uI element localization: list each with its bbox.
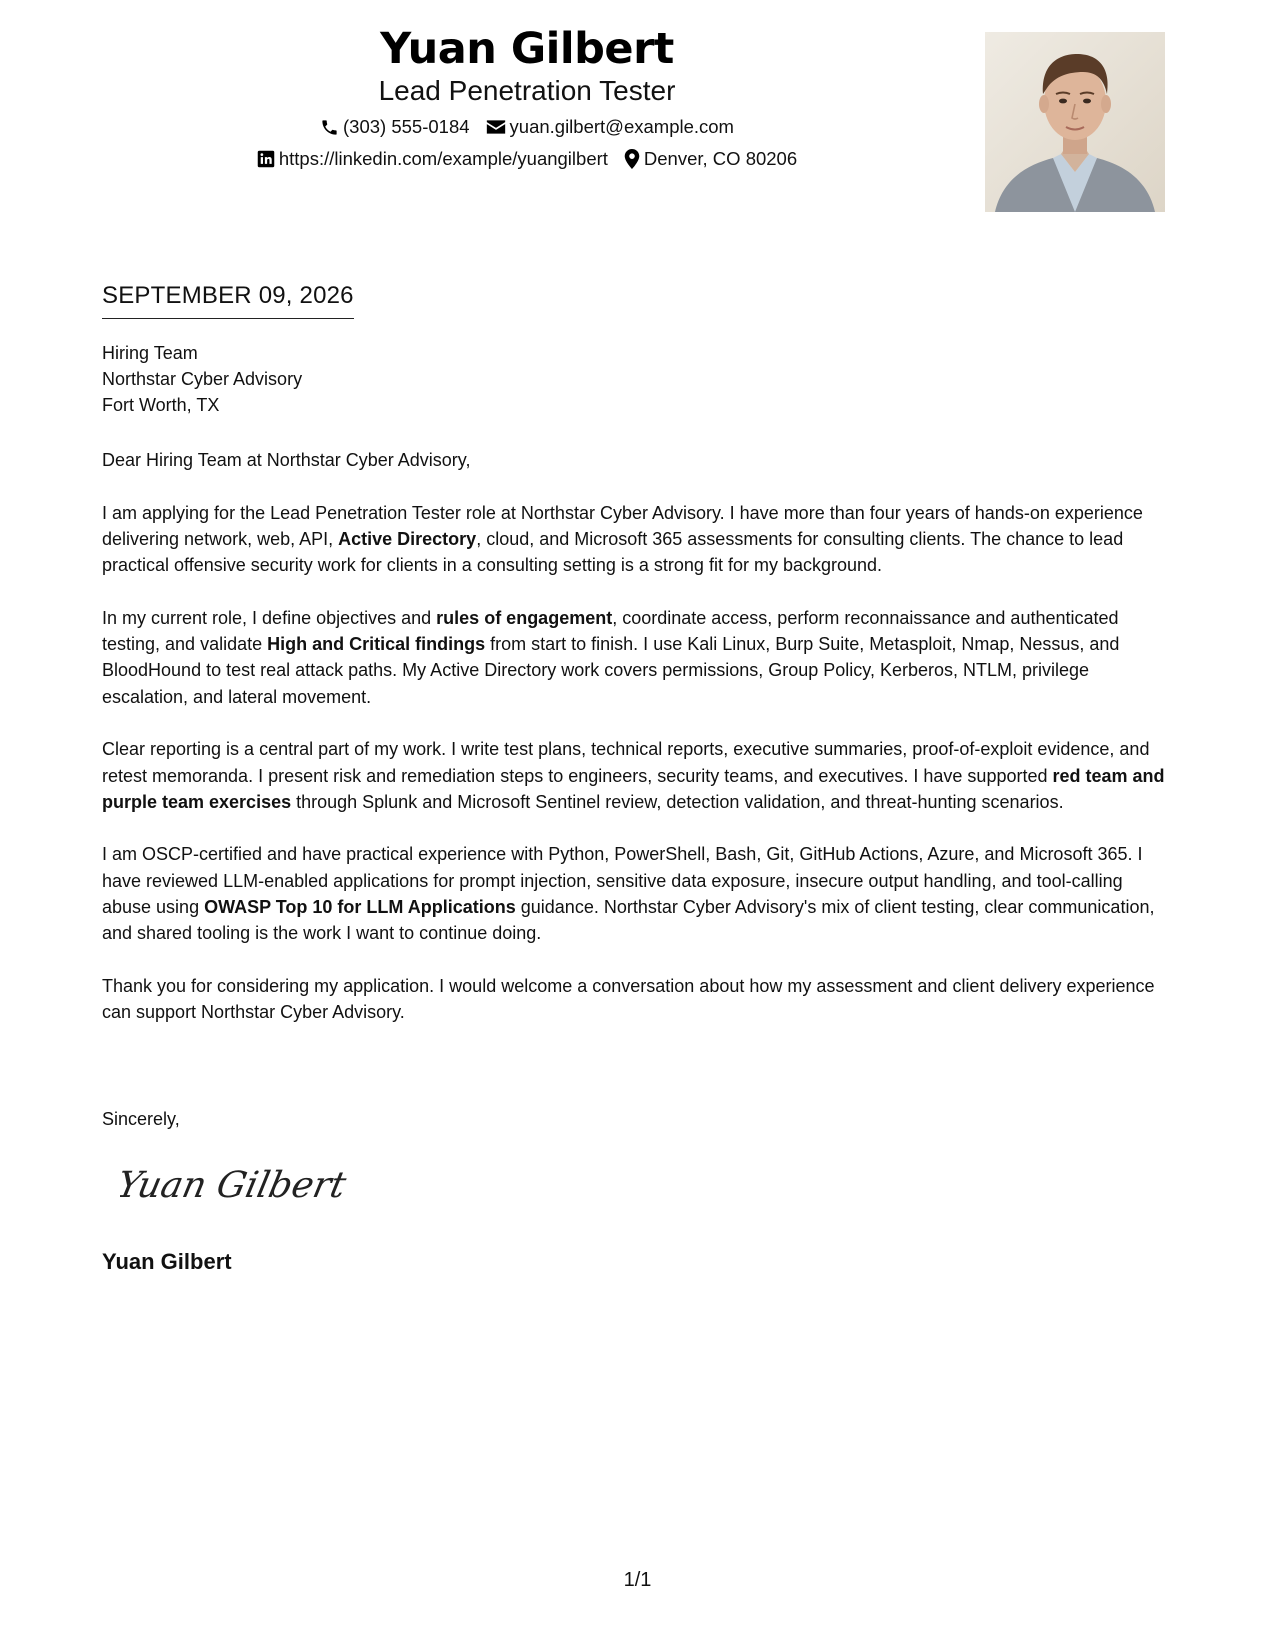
page-number: 1/1	[623, 1569, 652, 1591]
handwritten-signature	[120, 1155, 350, 1215]
body-paragraph	[102, 973, 1172, 1026]
paragraph-text: In my current role, I define objectives and	[102, 607, 437, 628]
contact-row-2	[102, 147, 952, 171]
emphasized-text: rules of engagement	[436, 607, 613, 628]
body-paragraphs	[102, 500, 1172, 1026]
recipient-block	[102, 340, 302, 418]
svg-text:Yuan Gilbert: Yuan Gilbert	[120, 1163, 350, 1206]
paragraph-text: , cloud, and Microsoft 365 assessments for consulting clients. The chance to lead practical offensive security work for clients in a consulting setting is a strong fit for my background.	[102, 528, 1124, 576]
paragraph-text: I am applying for the Lead Penetration Tester role at Northstar Cyber Advisory. I have more than four years of hands-on experience delivering network, web, API,	[102, 502, 1143, 549]
paragraph-text: guidance. Northstar Cyber Advisory's mix of client testing, clear communication, and shared tooling is the work I want to continue doing.	[102, 897, 1155, 944]
contact-phone[interactable]	[320, 115, 470, 139]
paragraph-text: I am OSCP-certified and have practical experience with Python, PowerShell, Bash, Git, GitHub Actions, Azure, and Microsoft 365. I have reviewed LLM-enabled applications for prompt injection, sensitive data exposure, insecure output handling, and tool-calling abuse using	[102, 844, 1143, 918]
emphasized-text: red team and purple team exercises	[102, 765, 1165, 812]
applicant-name: Yuan Gilbert	[380, 24, 674, 74]
letter-date: SEPTEMBER 09, 2026	[102, 280, 354, 319]
body-paragraph	[102, 841, 1172, 946]
paragraph-text: Clear reporting is a central part of my work. I write test plans, technical reports, executive summaries, proof-of-exploit evidence, and retest memoranda. I present risk and remediation steps to engineers, security teams, and executives. I have supported	[102, 739, 1150, 786]
contact-location	[624, 147, 797, 171]
contact-linkedin[interactable]	[257, 147, 608, 171]
envelope-icon	[486, 119, 506, 135]
paragraph-text: from start to finish. I use Kali Linux, Burp Suite, Metasploit, Nmap, Nessus, and BloodHound to test real attack paths. My Active Directory work covers permissions, Group Policy, Kerberos, NTLM, privilege escalation, and lateral movement.	[102, 634, 1120, 707]
location-text: Denver, CO 80206	[643, 148, 798, 169]
emphasized-text: Active Directory	[338, 528, 477, 549]
body-paragraph	[102, 736, 1172, 815]
letter-body	[102, 447, 1172, 1052]
closing: Sincerely,	[102, 1109, 180, 1129]
phone-icon	[320, 118, 339, 137]
contact-row-1	[102, 115, 952, 139]
salutation: Dear Hiring Team at Northstar Cyber Advisory,	[102, 450, 471, 470]
emphasized-text: High and Critical findings	[267, 634, 486, 655]
emphasized-text: OWASP Top 10 for LLM Applications	[204, 897, 516, 918]
body-paragraph	[102, 605, 1172, 710]
letter-header	[102, 22, 1172, 222]
profile-photo	[985, 32, 1165, 212]
paragraph-text: Thank you for considering my application. I would welcome a conversation about how my assessment and client delivery experience can support Northstar Cyber Advisory.	[102, 975, 1155, 1023]
phone-number: (303) 555-0184	[343, 116, 470, 137]
recipient-line-2: Northstar Cyber Advisory	[102, 369, 303, 389]
recipient-line-1: Hiring Team	[102, 343, 198, 363]
map-pin-icon	[624, 149, 640, 169]
linkedin-icon	[257, 150, 275, 168]
email-address: yuan.gilbert@example.com	[509, 116, 734, 137]
header-text-block	[102, 22, 952, 171]
applicant-role: Lead Penetration Tester	[378, 75, 676, 106]
recipient-line-3: Fort Worth, TX	[102, 395, 220, 415]
paragraph-text: , coordinate access, perform reconnaissance and authenticated testing, and validate	[102, 607, 1119, 655]
linkedin-url: https://linkedin.com/example/yuangilbert	[278, 148, 608, 169]
paragraph-text: through Splunk and Microsoft Sentinel review, detection validation, and threat-hunting scenarios.	[291, 791, 1064, 812]
contact-email[interactable]	[486, 115, 734, 139]
date-block	[102, 280, 354, 319]
body-paragraph	[102, 500, 1172, 579]
signer-name: Yuan Gilbert	[102, 1249, 232, 1274]
